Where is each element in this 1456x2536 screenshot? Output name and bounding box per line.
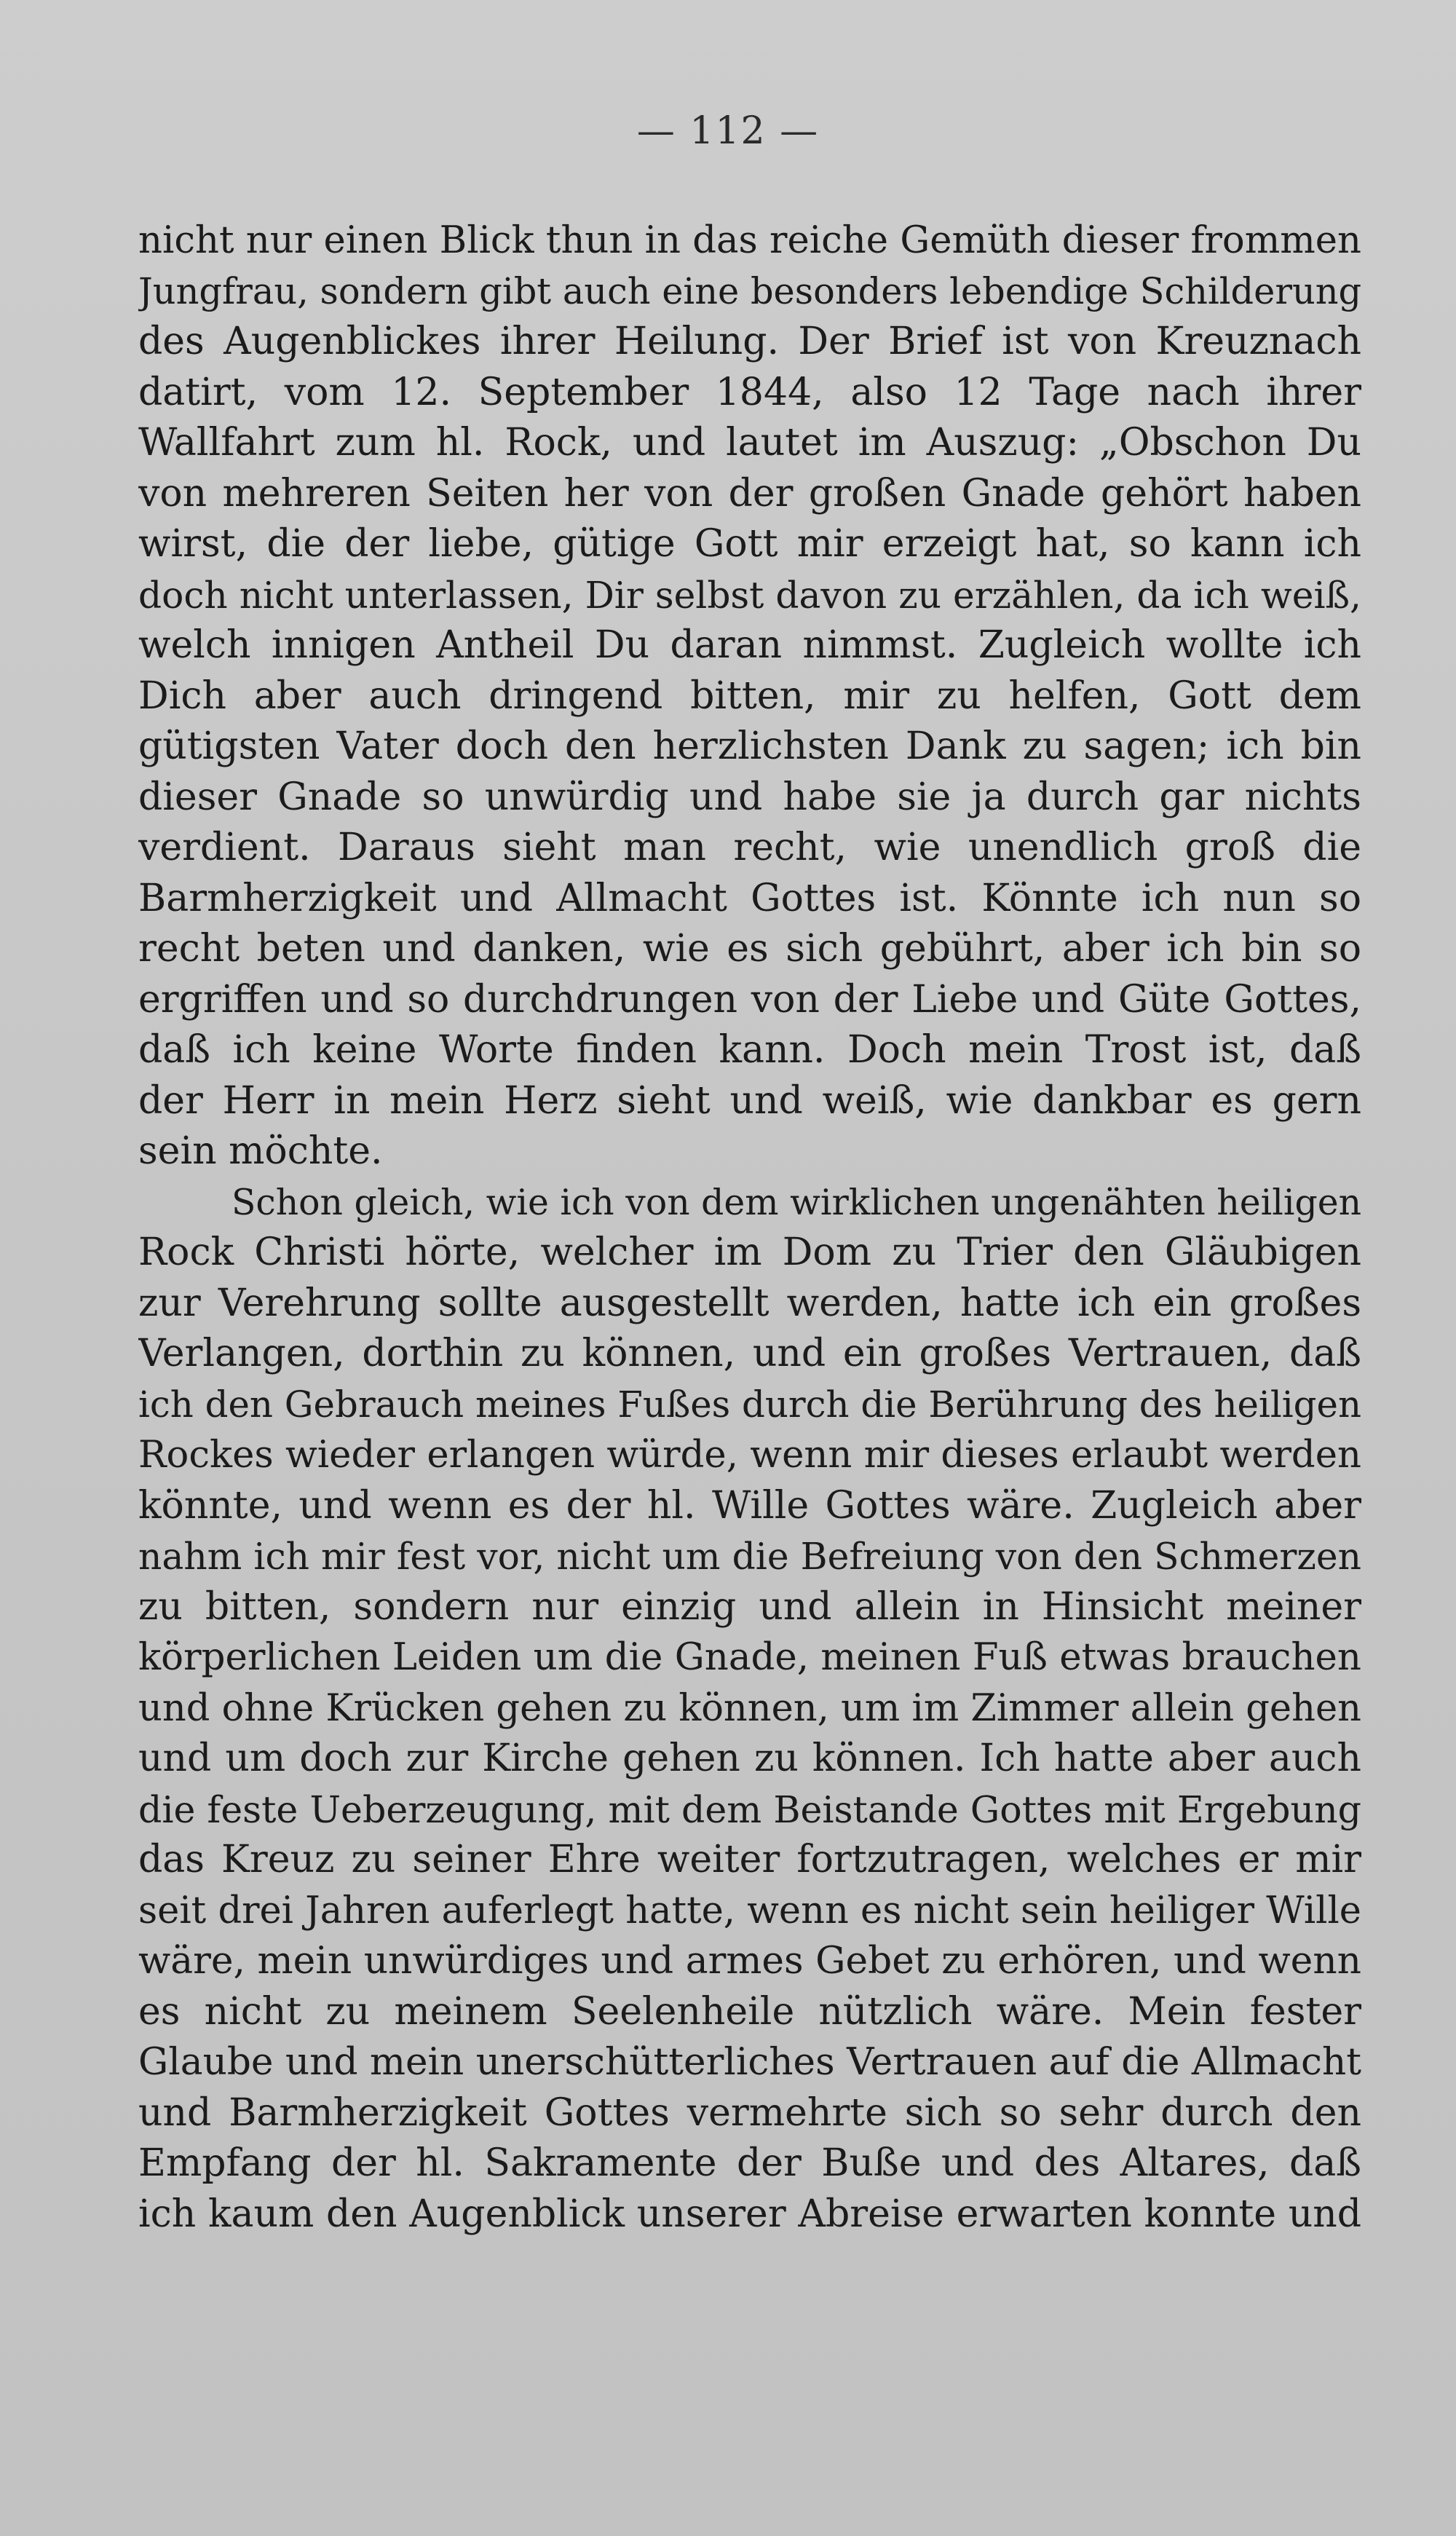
text-line: ergriffen und so durchdrungen von der Liebe und Güte Gottes, — [138, 977, 1361, 1022]
text-line: nahm ich mir fest vor, nicht um die Befreiung von den Schmerzen — [138, 1535, 1361, 1578]
text-line: der Herr in mein Herz sieht und weiß, wie dankbar es gern — [138, 1078, 1361, 1123]
body-text — [138, 216, 1361, 2240]
text-line: ich den Gebrauch meines Fußes durch die Berührung des heiligen — [138, 1383, 1361, 1426]
text-line: Rockes wieder erlangen würde, wenn mir dieses erlaubt werden — [138, 1433, 1361, 1477]
text-line: und Barmherzigkeit Gottes vermehrte sich so sehr durch den — [138, 2090, 1361, 2135]
text-line: Rock Christi hörte, welcher im Dom zu Trier den Gläubigen — [138, 1231, 1361, 1274]
text-line: daß ich keine Worte finden kann. Doch mein Trost ist, daß — [138, 1028, 1361, 1072]
text-line: dieser Gnade so unwürdig und habe sie ja durch gar nichts — [138, 775, 1361, 819]
text-line: sein möchte. — [138, 1129, 383, 1173]
text-line: Dich aber auch dringend bitten, mir zu helfen, Gott dem — [138, 673, 1361, 718]
text-line: nicht nur einen Blick thun in das reiche Gemüth dieser frommen — [138, 218, 1361, 262]
text-line: seit drei Jahren auferlegt hatte, wenn es nicht sein heiliger Wille — [138, 1889, 1361, 1932]
text-line: ich kaum den Augenblick unserer Abreise erwarten konnte und — [138, 2192, 1361, 2236]
page-number: — 112 — — [636, 109, 820, 153]
text-line: Schon gleich, wie ich von dem wirklichen ungenähten heiligen — [232, 1181, 1361, 1223]
text-line: recht beten und danken, wie es sich gebührt, aber ich bin so — [138, 927, 1361, 971]
text-line: von mehreren Seiten her von der großen Gnade gehört haben — [138, 471, 1361, 516]
text-line: und um doch zur Kirche gehen zu können. Ich hatte aber auch — [138, 1737, 1361, 1780]
text-line: Jungfrau, sondern gibt auch eine besonders lebendige Schilderung — [138, 269, 1361, 312]
text-line: wäre, mein unwürdiges und armes Gebet zu erhören, und wenn — [138, 1939, 1361, 1983]
text-line: Verlangen, dorthin zu können, und ein großes Vertrauen, daß — [138, 1332, 1361, 1375]
text-line: Empfang der hl. Sakramente der Buße und des Altares, daß — [138, 2141, 1361, 2185]
text-line: Barmherzigkeit und Allmacht Gottes ist. Könnte ich nun so — [138, 876, 1361, 920]
text-line: zu bitten, sondern nur einzig und allein in Hinsicht meiner — [138, 1584, 1361, 1629]
text-line: des Augenblickes ihrer Heilung. Der Brief ist von Kreuznach — [138, 320, 1361, 363]
text-line: Wallfahrt zum hl. Rock, und lautet im Auszug: „Obschon Du — [138, 421, 1361, 465]
text-line: datirt, vom 12. September 1844, also 12 Tage nach ihrer — [138, 370, 1361, 414]
text-line: verdient. Daraus sieht man recht, wie unendlich groß die — [138, 826, 1361, 869]
text-line: wirst, die der liebe, gütige Gott mir erzeigt hat, so kann ich — [138, 522, 1361, 566]
text-line: es nicht zu meinem Seelenheile nützlich wäre. Mein fester — [138, 1989, 1361, 2034]
text-line: zur Verehrung sollte ausgestellt werden, hatte ich ein großes — [138, 1281, 1361, 1325]
text-line: und ohne Krücken gehen zu können, um im Zimmer allein gehen — [138, 1686, 1361, 1730]
text-line: Glaube und mein unerschütterliches Vertrauen auf die Allmacht — [138, 2040, 1361, 2084]
text-line: welch innigen Antheil Du daran nimmst. Zugleich wollte ich — [138, 623, 1361, 667]
text-line: die feste Ueberzeugung, mit dem Beistande Gottes mit Ergebung — [138, 1788, 1361, 1831]
text-line: das Kreuz zu seiner Ehre weiter fortzutragen, welches er mir — [138, 1838, 1361, 1881]
text-line: könnte, und wenn es der hl. Wille Gottes wäre. Zugleich aber — [138, 1483, 1361, 1528]
text-line: doch nicht unterlassen, Dir selbst davon zu erzählen, da ich weiß, — [138, 573, 1361, 617]
text-line: gütigsten Vater doch den herzlichsten Dank zu sagen; ich bin — [138, 724, 1361, 768]
text-line: körperlichen Leiden um die Gnade, meinen Fuß etwas brauchen — [138, 1635, 1361, 1679]
